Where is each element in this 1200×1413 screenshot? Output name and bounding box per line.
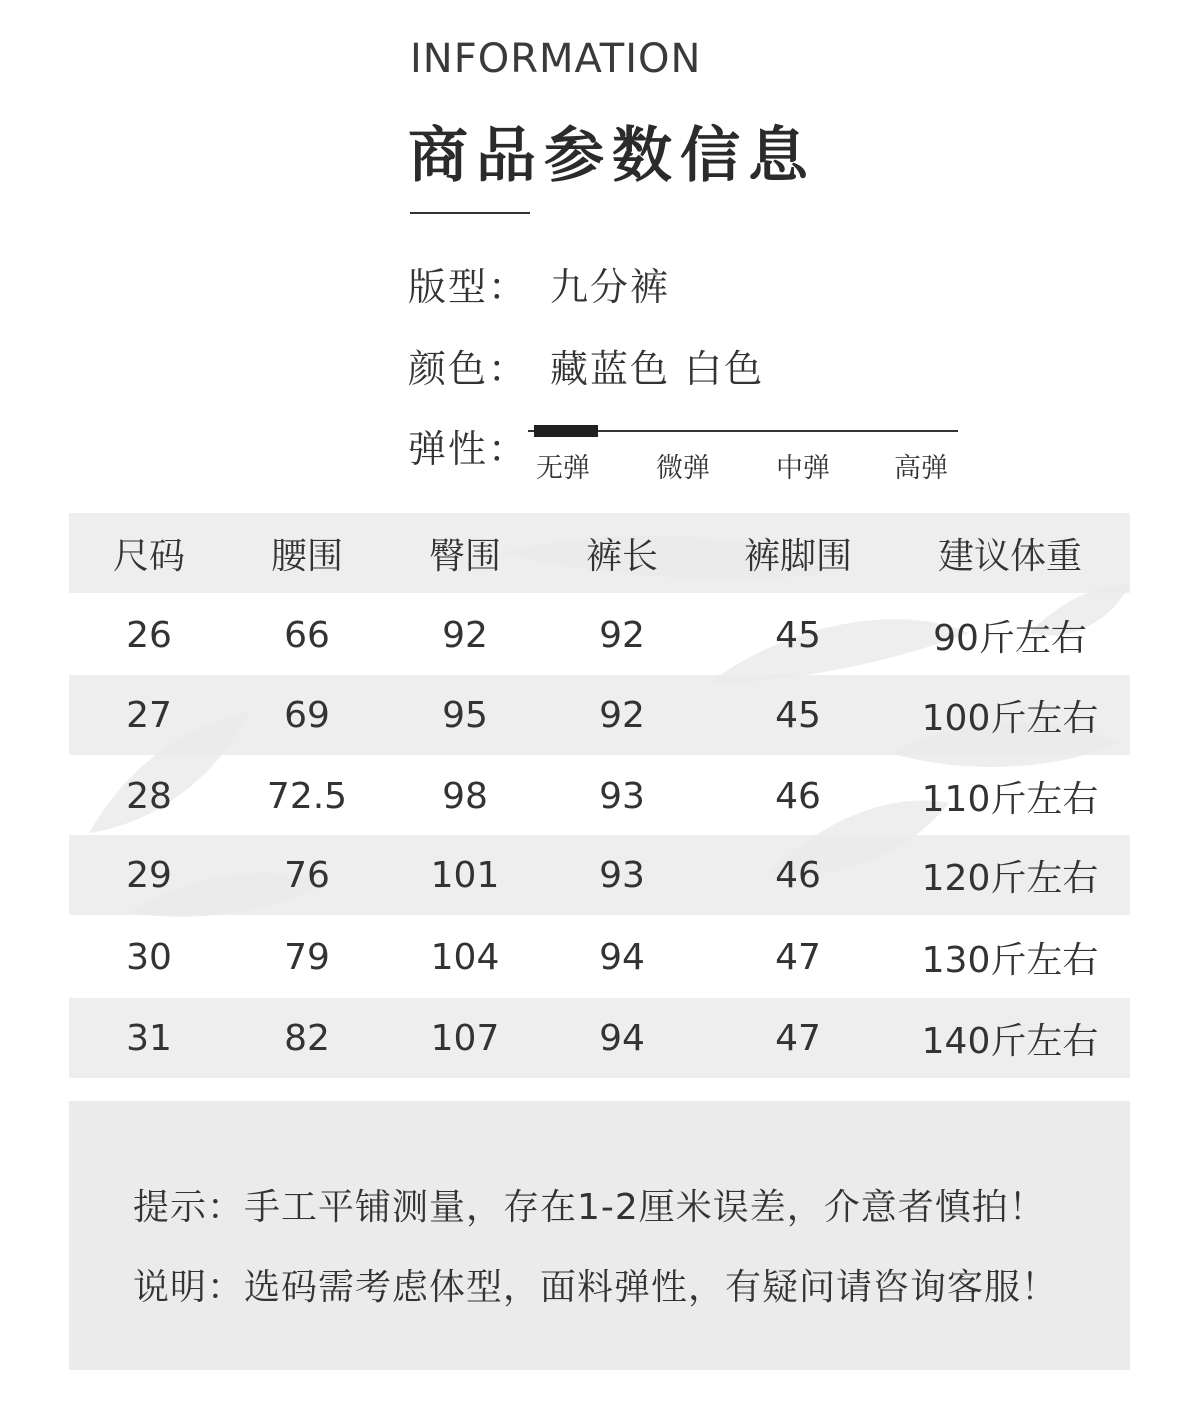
cell-hem: 47 <box>775 1017 821 1059</box>
cell-waist: 72.5 <box>266 775 348 817</box>
param-fit <box>408 256 670 311</box>
table-row <box>69 756 1130 836</box>
fit-value: 九分裤 <box>550 265 671 309</box>
cell-size: 28 <box>126 775 172 817</box>
notes-panel <box>69 1101 1130 1370</box>
elastic-level-high: 高弹 <box>894 453 948 484</box>
cell-length: 92 <box>599 614 645 656</box>
note-explanation: 说明：选码需考虑体型，面料弹性，有疑问请咨询客服！ <box>133 1267 1059 1308</box>
cell-hip: 104 <box>430 936 500 978</box>
cell-length: 94 <box>599 1017 645 1059</box>
elastic-level-slight: 微弹 <box>656 453 710 484</box>
color-label: 颜色： <box>408 347 529 391</box>
note-tip: 提示：手工平铺测量，存在1-2厘米误差，介意者慎拍！ <box>133 1187 1046 1228</box>
param-color <box>408 338 764 393</box>
cell-size: 26 <box>126 614 172 656</box>
header-weight: 建议体重 <box>937 535 1082 577</box>
cell-length: 94 <box>599 936 645 978</box>
cell-waist: 66 <box>284 614 330 656</box>
header-waist: 腰围 <box>270 535 343 577</box>
size-table <box>69 513 1130 1079</box>
cell-size: 31 <box>126 1017 172 1059</box>
cell-length: 93 <box>599 854 645 896</box>
param-elastic <box>408 418 528 473</box>
cell-hem: 46 <box>775 775 821 817</box>
cell-size: 29 <box>126 854 172 896</box>
cell-waist: 69 <box>284 694 330 736</box>
elastic-selected-marker <box>534 425 598 437</box>
cell-size: 27 <box>126 694 172 736</box>
cell-hem: 45 <box>775 614 821 656</box>
cell-hem: 47 <box>775 936 821 978</box>
elastic-scale <box>528 420 968 490</box>
cell-hip: 95 <box>442 694 488 736</box>
cell-weight: 120斤左右 <box>921 857 1099 899</box>
header-hem: 裤脚围 <box>743 535 852 577</box>
table-row <box>69 835 1130 915</box>
elastic-label: 弹性： <box>408 427 529 471</box>
cell-length: 92 <box>599 694 645 736</box>
color-value: 藏蓝色 白色 <box>550 347 765 391</box>
cell-hip: 98 <box>442 775 488 817</box>
header-hip: 臀围 <box>428 535 501 577</box>
table-header-row <box>69 513 1130 593</box>
table-row <box>69 675 1130 755</box>
cell-weight: 90斤左右 <box>933 617 1087 659</box>
fit-label: 版型： <box>408 265 529 309</box>
cell-waist: 79 <box>284 936 330 978</box>
elastic-level-none: 无弹 <box>536 453 590 484</box>
header-size: 尺码 <box>112 535 185 577</box>
cell-hip: 107 <box>430 1017 500 1059</box>
header-length: 裤长 <box>585 535 658 577</box>
cell-hip: 92 <box>442 614 488 656</box>
table-row <box>69 998 1130 1078</box>
cell-weight: 110斤左右 <box>921 778 1099 820</box>
cell-hem: 46 <box>775 854 821 896</box>
table-row <box>69 595 1130 675</box>
info-eyebrow: INFORMATION <box>410 36 702 82</box>
cell-weight: 130斤左右 <box>921 939 1099 981</box>
cell-hip: 101 <box>430 854 500 896</box>
cell-waist: 82 <box>284 1017 330 1059</box>
cell-length: 93 <box>599 775 645 817</box>
cell-waist: 76 <box>284 854 330 896</box>
cell-weight: 140斤左右 <box>921 1020 1099 1062</box>
table-row <box>69 917 1130 997</box>
cell-hem: 45 <box>775 694 821 736</box>
cell-weight: 100斤左右 <box>921 697 1099 739</box>
title-underline <box>410 212 530 214</box>
elastic-level-medium: 中弹 <box>776 453 830 484</box>
cell-size: 30 <box>126 936 172 978</box>
page-title: 商品参数信息 <box>408 121 816 191</box>
